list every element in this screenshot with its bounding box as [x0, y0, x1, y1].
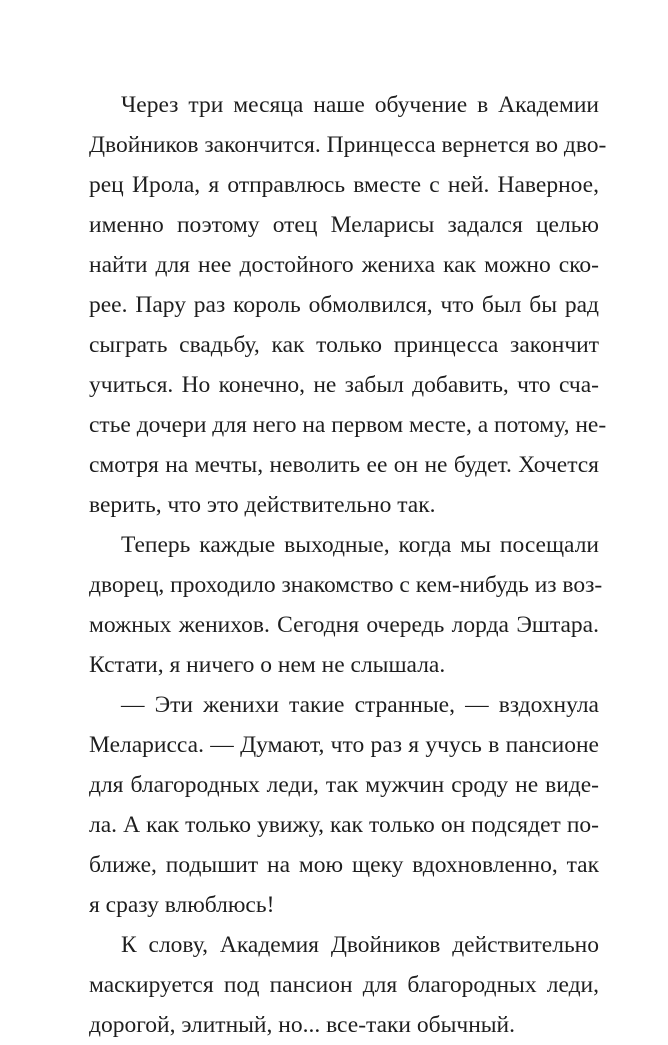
- text-line: рец Ирола, я отправлюсь вместе с ней. Наверное,: [89, 172, 599, 198]
- text-line: учиться. Но конечно, не забыл добавить, что сча-: [89, 372, 599, 398]
- text-line: сыграть свадьбу, как только принцесса закончит: [89, 332, 599, 358]
- text-line: рее. Пару раз король обмолвился, что был бы рад: [89, 292, 599, 318]
- text-line: смотря на мечты, неволить ее он не будет. Хочется: [89, 452, 599, 478]
- text-line: ближе, подышит на мою щеку вдохновленно, так: [89, 852, 599, 878]
- text-line: маскируется под пансион для благородных леди,: [89, 972, 599, 998]
- text-line: Кстати, я ничего о нем не слышала.: [89, 652, 446, 678]
- text-line: можных женихов. Сегодня очередь лорда Эштара.: [89, 612, 599, 638]
- text-line: — Эти женихи такие странные, — вздохнула: [121, 692, 599, 718]
- text-line: Двойников закончится. Принцесса вернется во дво-: [89, 132, 607, 158]
- text-line: Меларисса. — Думают, что раз я учусь в пансионе: [89, 732, 599, 758]
- text-line: для благородных леди, так мужчин сроду не виде-: [89, 772, 599, 798]
- text-line: Через три месяца наше обучение в Академии: [121, 92, 599, 118]
- text-line: найти для нее достойного жениха как можно ско-: [89, 252, 599, 278]
- text-line: Теперь каждые выходные, когда мы посещали: [121, 532, 599, 558]
- text-line: верить, что это действительно так.: [89, 492, 436, 518]
- text-line: ла. А как только увижу, как только он подсядет по-: [89, 812, 599, 838]
- text-line: дорогой, элитный, но... все-таки обычный.: [89, 1012, 516, 1038]
- text-line: стье дочери для него на первом месте, а потому, не-: [89, 412, 607, 438]
- text-line: дворец, проходило знакомство с кем-нибудь из воз-: [89, 572, 603, 598]
- text-line: К слову, Академия Двойников действительно: [121, 932, 599, 958]
- text-line: именно поэтому отец Меларисы задался целью: [89, 212, 599, 238]
- text-line: я сразу влюблюсь!: [89, 892, 275, 918]
